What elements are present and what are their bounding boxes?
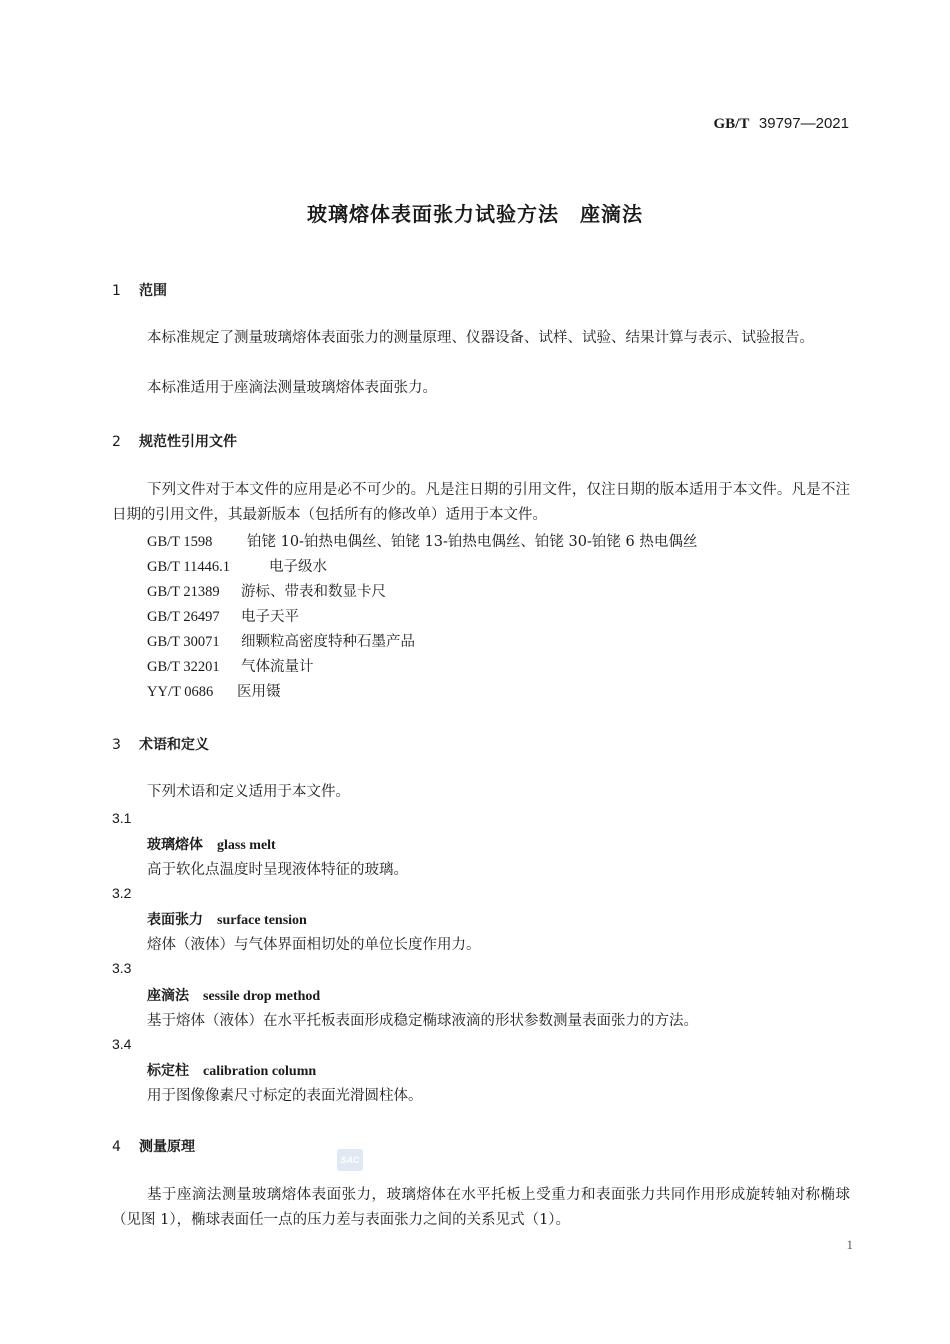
reference-item: GB/T 30071 细颗粒高密度特种石墨产品 xyxy=(147,634,415,650)
standard-code: GB/T xyxy=(713,116,750,132)
paragraph: 本标准适用于座滴法测量玻璃熔体表面张力。 xyxy=(147,380,437,396)
term-number: 3.2 xyxy=(112,885,132,901)
paragraph: 基于座滴法测量玻璃熔体表面张力，玻璃熔体在水平托板上受重力和表面张力共同作用形成旋转轴对称椭球（见图 1），椭球表面任一点的压力差与表面张力之间的关系见式（1）。 xyxy=(112,1187,850,1228)
reference-item: GB/T 32201 气体流量计 xyxy=(147,659,314,675)
section-heading-2: 2 规范性引用文件 xyxy=(112,434,237,450)
term-number: 3.4 xyxy=(112,1036,132,1052)
reference-item: GB/T 21389 游标、带表和数显卡尺 xyxy=(147,584,386,600)
term-number: 3.3 xyxy=(112,960,132,976)
reference-item: GB/T 1598 铂铑 10-铂热电偶丝、铂铑 13-铂热电偶丝、铂铑 30-铂铑 6 热电偶丝 xyxy=(147,534,698,550)
standard-year: 39797—2021 xyxy=(758,115,849,132)
page-number: 1 xyxy=(846,1237,853,1252)
term-definition: 用于图像像素尺寸标定的表面光滑圆柱体。 xyxy=(147,1088,423,1104)
term-title: 座滴法 sessile drop method xyxy=(147,988,321,1004)
paragraph: 本标准规定了测量玻璃熔体表面张力的测量原理、仪器设备、试样、试验、结果计算与表示、试验报告。 xyxy=(147,330,814,346)
section-heading-3: 3 术语和定义 xyxy=(112,737,209,753)
term-definition: 高于软化点温度时呈现液体特征的玻璃。 xyxy=(147,862,408,878)
term-number: 3.1 xyxy=(112,810,132,826)
document-title: 玻璃熔体表面张力试验方法 座滴法 xyxy=(307,202,643,226)
reference-item: GB/T 26497 电子天平 xyxy=(147,609,299,625)
standard-number xyxy=(714,114,850,133)
term-title: 标定柱 calibration column xyxy=(147,1063,317,1079)
section-heading-1: 1 范围 xyxy=(112,283,167,299)
sac-watermark-logo: SAC xyxy=(337,1149,363,1171)
reference-item: YY/T 0686 医用镊 xyxy=(147,684,281,700)
term-definition: 基于熔体（液体）在水平托板表面形成稳定椭球液滴的形状参数测量表面张力的方法。 xyxy=(147,1013,698,1029)
paragraph: 下列文件对于本文件的应用是必不可少的。凡是注日期的引用文件，仅注日期的版本适用于本文件。凡是不注日期的引用文件，其最新版本（包括所有的修改单）适用于本文件。 xyxy=(112,482,850,523)
section-heading-4: 4 测量原理 xyxy=(112,1139,195,1155)
term-title: 玻璃熔体 glass melt xyxy=(147,837,276,853)
paragraph: 下列术语和定义适用于本文件。 xyxy=(147,784,350,800)
term-definition: 熔体（液体）与气体界面相切处的单位长度作用力。 xyxy=(147,937,481,953)
term-title: 表面张力 surface tension xyxy=(147,912,307,928)
reference-item: GB/T 11446.1 电子级水 xyxy=(147,559,327,575)
